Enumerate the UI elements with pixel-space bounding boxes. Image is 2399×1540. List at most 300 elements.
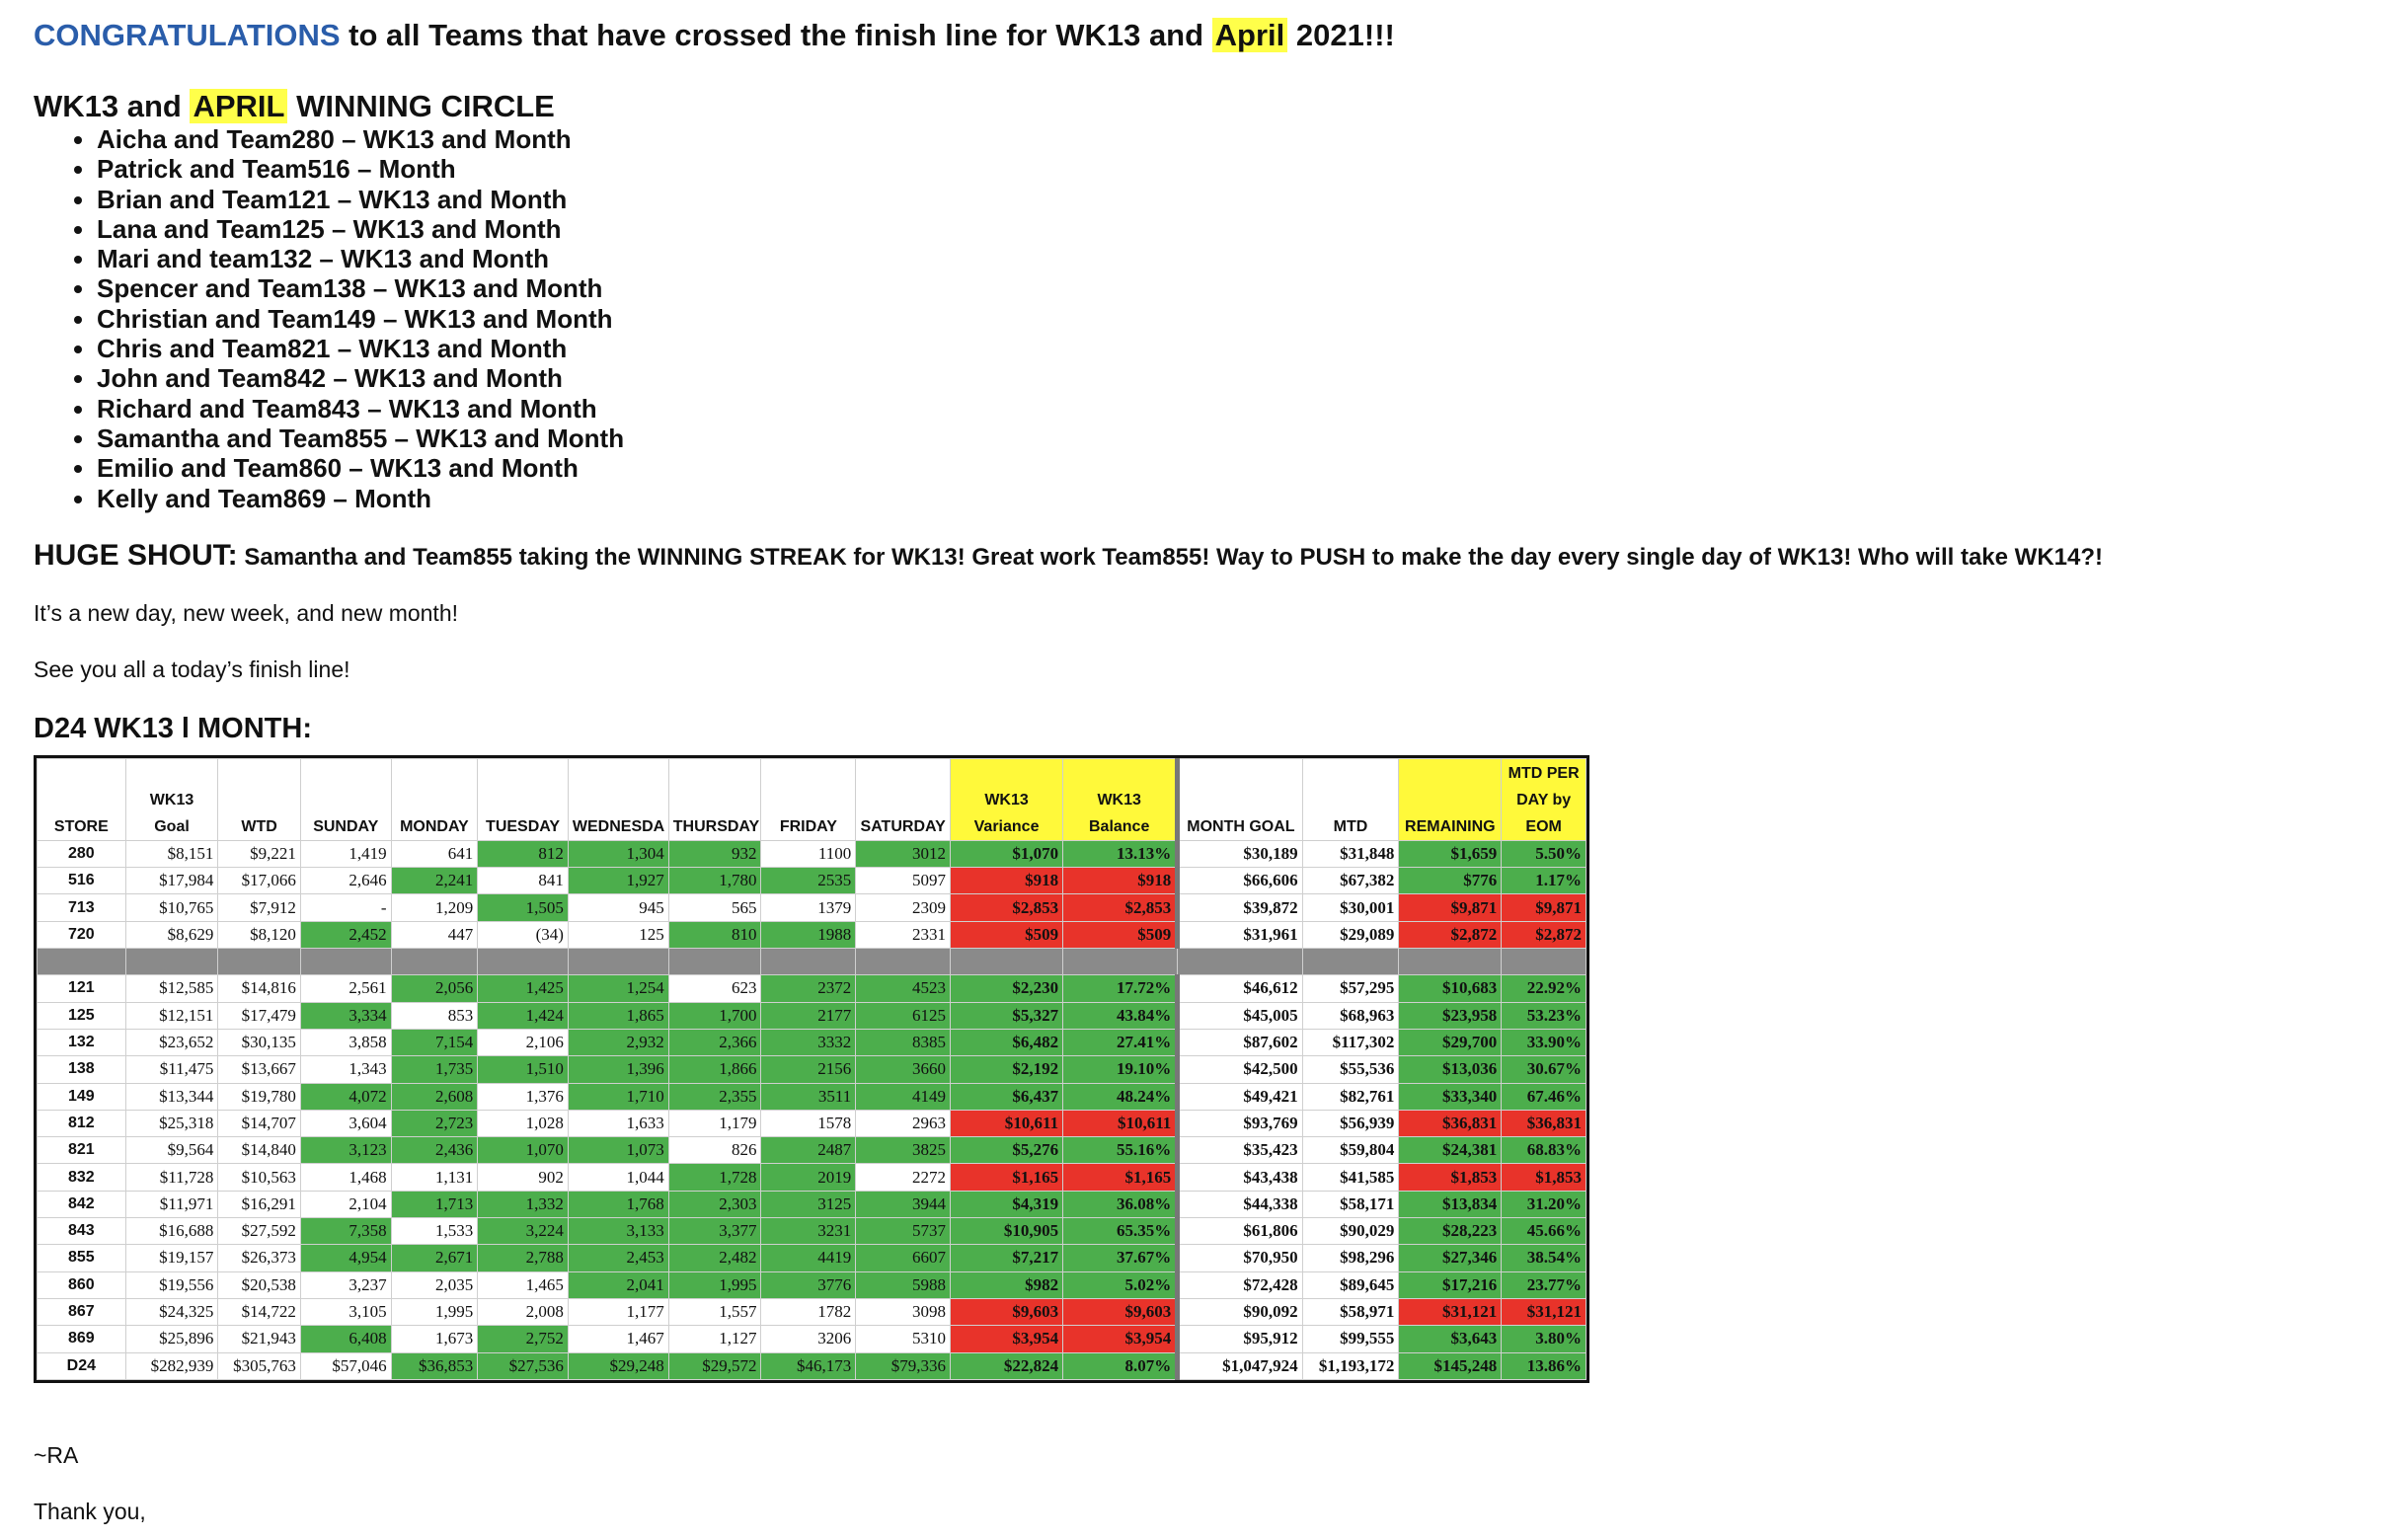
cell-sun: 3,858: [300, 1029, 391, 1055]
table-header: [38, 758, 1586, 840]
cell-bal: 8.07%: [1063, 1352, 1178, 1379]
cell-sun: 4,954: [300, 1245, 391, 1271]
cell-mtd: $31,848: [1302, 840, 1399, 867]
cell-goal: $12,151: [125, 1002, 218, 1029]
table-row: [38, 1164, 1586, 1191]
column-header: [1302, 758, 1399, 840]
cell-mtd: $68,963: [1302, 1002, 1399, 1029]
cell-mon: 641: [391, 840, 478, 867]
column-header-line: THURSDAY: [672, 817, 760, 835]
cell-mtd: $67,382: [1302, 868, 1399, 894]
cell-mtd: $56,939: [1302, 1110, 1399, 1136]
column-header-line: FRIDAY: [779, 817, 837, 835]
column-header: [568, 758, 668, 840]
winning-circle-title: [34, 89, 2383, 124]
winner-item: • John and Team842 – WK13 and Month: [97, 363, 2383, 393]
cell-thu: 3,377: [668, 1218, 761, 1245]
cell-sat: 5988: [856, 1271, 951, 1298]
cell-sun: 3,334: [300, 1002, 391, 1029]
cell-bal: $918: [1063, 868, 1178, 894]
cell-goal: $25,896: [125, 1326, 218, 1352]
cell-var: $509: [951, 921, 1063, 948]
column-header-line: STORE: [53, 817, 109, 835]
separator-cell: [668, 949, 761, 975]
column-header: [1399, 758, 1502, 840]
column-header-line: WEDNESDA: [572, 817, 665, 835]
column-header: [38, 758, 126, 840]
cell-wed: 1,467: [568, 1326, 668, 1352]
table-row: [38, 1083, 1586, 1110]
cell-mgoal: $70,950: [1178, 1245, 1302, 1271]
cell-rem: $3,643: [1399, 1326, 1502, 1352]
congrats-word: CONGRATULATIONS: [34, 18, 341, 52]
thanks-line: Thank you,: [34, 1498, 146, 1524]
cell-fri: 1100: [761, 840, 856, 867]
column-header: [300, 758, 391, 840]
cell-tue: 1,510: [478, 1056, 569, 1083]
cell-goal: $10,765: [125, 894, 218, 921]
cell-wed: 2,453: [568, 1245, 668, 1271]
cell-rem: $9,871: [1399, 894, 1502, 921]
cell-rem: $23,958: [1399, 1002, 1502, 1029]
cell-store: 138: [38, 1056, 126, 1083]
cell-tue: 841: [478, 868, 569, 894]
cell-tue: 1,505: [478, 894, 569, 921]
winner-item: • Patrick and Team516 – Month: [97, 154, 2383, 184]
cell-tue: 1,465: [478, 1271, 569, 1298]
cell-bal: 5.02%: [1063, 1271, 1178, 1298]
cell-store: 812: [38, 1110, 126, 1136]
huge-shout: [34, 539, 2383, 573]
column-header: [856, 758, 951, 840]
cell-bal: $9,603: [1063, 1298, 1178, 1325]
cell-goal: $19,157: [125, 1245, 218, 1271]
cell-sat: 5737: [856, 1218, 951, 1245]
cell-thu: 2,482: [668, 1245, 761, 1271]
cell-mon: 2,241: [391, 868, 478, 894]
cell-var: $5,327: [951, 1002, 1063, 1029]
cell-var: $1,165: [951, 1164, 1063, 1191]
cell-tue: (34): [478, 921, 569, 948]
cell-wtd: $20,538: [218, 1271, 301, 1298]
cell-fri: 2156: [761, 1056, 856, 1083]
cell-tue: 2,752: [478, 1326, 569, 1352]
cell-goal: $13,344: [125, 1083, 218, 1110]
cell-fri: 1578: [761, 1110, 856, 1136]
winner-item: • Aicha and Team280 – WK13 and Month: [97, 124, 2383, 154]
cell-per: 67.46%: [1502, 1083, 1586, 1110]
cell-goal: $12,585: [125, 975, 218, 1002]
cell-fri: 3231: [761, 1218, 856, 1245]
cell-fri: 2177: [761, 1002, 856, 1029]
column-header-line: SUNDAY: [313, 817, 379, 835]
cell-mon: 1,131: [391, 1164, 478, 1191]
cell-goal: $9,564: [125, 1137, 218, 1164]
cell-rem: $1,659: [1399, 840, 1502, 867]
cell-wed: 1,927: [568, 868, 668, 894]
cell-per: 30.67%: [1502, 1056, 1586, 1083]
cell-tue: 902: [478, 1164, 569, 1191]
cell-sun: 7,358: [300, 1218, 391, 1245]
cell-sun: -: [300, 894, 391, 921]
column-header-line: MTD: [1333, 817, 1368, 835]
cell-mon: 2,671: [391, 1245, 478, 1271]
cell-store: 867: [38, 1298, 126, 1325]
cell-thu: 1,866: [668, 1056, 761, 1083]
cell-bal: 43.84%: [1063, 1002, 1178, 1029]
cell-thu: $29,572: [668, 1352, 761, 1379]
cell-wed: 1,768: [568, 1191, 668, 1217]
cell-tue: 812: [478, 840, 569, 867]
cell-fri: 3206: [761, 1326, 856, 1352]
cell-wtd: $9,221: [218, 840, 301, 867]
cell-rem: $17,216: [1399, 1271, 1502, 1298]
cell-bal: 19.10%: [1063, 1056, 1178, 1083]
winning-circle-title-1: WK13 and: [34, 89, 191, 123]
cell-sun: 2,561: [300, 975, 391, 1002]
group-separator-row: [38, 949, 1586, 975]
cell-thu: 810: [668, 921, 761, 948]
table-body: [38, 840, 1586, 1379]
cell-mon: 1,713: [391, 1191, 478, 1217]
column-header: [391, 758, 478, 840]
cell-thu: 932: [668, 840, 761, 867]
cell-mtd: $117,302: [1302, 1029, 1399, 1055]
cell-var: $3,954: [951, 1326, 1063, 1352]
cell-thu: 565: [668, 894, 761, 921]
cell-thu: 826: [668, 1137, 761, 1164]
cell-mgoal: $43,438: [1178, 1164, 1302, 1191]
cell-sat: 3825: [856, 1137, 951, 1164]
cell-rem: $145,248: [1399, 1352, 1502, 1379]
cell-goal: $23,652: [125, 1029, 218, 1055]
cell-per: $9,871: [1502, 894, 1586, 921]
cell-mon: 853: [391, 1002, 478, 1029]
cell-sat: 2963: [856, 1110, 951, 1136]
cell-sat: 4149: [856, 1083, 951, 1110]
cell-mgoal: $30,189: [1178, 840, 1302, 867]
cell-per: 13.86%: [1502, 1352, 1586, 1379]
column-header: [218, 758, 301, 840]
cell-store: 516: [38, 868, 126, 894]
cell-mtd: $99,555: [1302, 1326, 1399, 1352]
cell-goal: $11,728: [125, 1164, 218, 1191]
winner-item: • Mari and team132 – WK13 and Month: [97, 244, 2383, 273]
cell-store: D24: [38, 1352, 126, 1379]
cell-mtd: $30,001: [1302, 894, 1399, 921]
cell-thu: 623: [668, 975, 761, 1002]
cell-rem: $28,223: [1399, 1218, 1502, 1245]
cell-mgoal: $95,912: [1178, 1326, 1302, 1352]
cell-thu: 1,728: [668, 1164, 761, 1191]
cell-sun: 1,468: [300, 1164, 391, 1191]
column-header-line: Goal: [154, 817, 190, 835]
table-row: [38, 1245, 1586, 1271]
cell-bal: $509: [1063, 921, 1178, 948]
table-row: [38, 1110, 1586, 1136]
cell-tue: 1,028: [478, 1110, 569, 1136]
cell-mgoal: $44,338: [1178, 1191, 1302, 1217]
cell-var: $9,603: [951, 1298, 1063, 1325]
table-row: [38, 1271, 1586, 1298]
column-header-line: DAY by: [1516, 791, 1572, 808]
cell-bal: 13.13%: [1063, 840, 1178, 867]
cell-goal: $25,318: [125, 1110, 218, 1136]
cell-mon: 1,673: [391, 1326, 478, 1352]
cell-sat: 3098: [856, 1298, 951, 1325]
cell-rem: $31,121: [1399, 1298, 1502, 1325]
cell-per: $36,831: [1502, 1110, 1586, 1136]
cell-rem: $776: [1399, 868, 1502, 894]
separator-cell: [568, 949, 668, 975]
cell-var: $4,319: [951, 1191, 1063, 1217]
cell-sun: 4,072: [300, 1083, 391, 1110]
cell-mgoal: $49,421: [1178, 1083, 1302, 1110]
cell-var: $7,217: [951, 1245, 1063, 1271]
winner-item: • Lana and Team125 – WK13 and Month: [97, 214, 2383, 244]
cell-mtd: $57,295: [1302, 975, 1399, 1002]
cell-wed: 1,254: [568, 975, 668, 1002]
cell-wed: 945: [568, 894, 668, 921]
cell-wtd: $17,066: [218, 868, 301, 894]
cell-mtd: $58,971: [1302, 1298, 1399, 1325]
cell-var: $2,853: [951, 894, 1063, 921]
cell-per: 3.80%: [1502, 1326, 1586, 1352]
cell-store: 842: [38, 1191, 126, 1217]
separator-cell: [125, 949, 218, 975]
cell-per: 23.77%: [1502, 1271, 1586, 1298]
table-row: [38, 840, 1586, 867]
cell-mtd: $98,296: [1302, 1245, 1399, 1271]
cell-wed: $29,248: [568, 1352, 668, 1379]
cell-mtd: $90,029: [1302, 1218, 1399, 1245]
winner-item: • Chris and Team821 – WK13 and Month: [97, 334, 2383, 363]
column-header-line: TUESDAY: [486, 817, 561, 835]
cell-wtd: $305,763: [218, 1352, 301, 1379]
cell-var: $1,070: [951, 840, 1063, 867]
cell-wtd: $19,780: [218, 1083, 301, 1110]
column-header-line: MTD PER: [1508, 764, 1580, 782]
cell-thu: 1,780: [668, 868, 761, 894]
cell-var: $982: [951, 1271, 1063, 1298]
cell-wed: 2,041: [568, 1271, 668, 1298]
cell-sat: 3660: [856, 1056, 951, 1083]
cell-per: $1,853: [1502, 1164, 1586, 1191]
cell-thu: 1,995: [668, 1271, 761, 1298]
cell-store: 149: [38, 1083, 126, 1110]
cell-mon: 1,533: [391, 1218, 478, 1245]
cell-wed: 1,396: [568, 1056, 668, 1083]
cell-store: 125: [38, 1002, 126, 1029]
table-row: [38, 868, 1586, 894]
sales-table: [37, 758, 1586, 1380]
cell-mon: $36,853: [391, 1352, 478, 1379]
congrats-text-2: 2021!!!: [1287, 18, 1395, 52]
cell-tue: 2,008: [478, 1298, 569, 1325]
separator-cell: [1399, 949, 1502, 975]
cell-sat: 8385: [856, 1029, 951, 1055]
table-row: [38, 1298, 1586, 1325]
cell-var: $2,192: [951, 1056, 1063, 1083]
cell-per: 53.23%: [1502, 1002, 1586, 1029]
cell-wed: 1,304: [568, 840, 668, 867]
shout-text: Samantha and Team855 taking the WINNING STREAK for WK13! Great work Team855! Way to PUSH to make the day every single day of WK13! Who will take WK14?!: [237, 543, 2103, 571]
separator-cell: [951, 949, 1063, 975]
cell-fri: 3776: [761, 1271, 856, 1298]
cell-fri: 2487: [761, 1137, 856, 1164]
cell-wed: 2,932: [568, 1029, 668, 1055]
column-header-line: EOM: [1525, 817, 1562, 835]
cell-sat: 5310: [856, 1326, 951, 1352]
winning-circle-title-2: WINNING CIRCLE: [287, 89, 555, 123]
cell-store: 280: [38, 840, 126, 867]
cell-store: 821: [38, 1137, 126, 1164]
cell-per: $2,872: [1502, 921, 1586, 948]
cell-bal: $3,954: [1063, 1326, 1178, 1352]
column-header: [1063, 758, 1178, 840]
winner-item: • Christian and Team149 – WK13 and Month: [97, 304, 2383, 334]
cell-mgoal: $66,606: [1178, 868, 1302, 894]
cell-wtd: $14,840: [218, 1137, 301, 1164]
cell-store: 843: [38, 1218, 126, 1245]
winner-item: • Richard and Team843 – WK13 and Month: [97, 394, 2383, 424]
cell-var: $5,276: [951, 1137, 1063, 1164]
separator-cell: [1063, 949, 1178, 975]
cell-wtd: $14,816: [218, 975, 301, 1002]
cell-wtd: $27,592: [218, 1218, 301, 1245]
cell-wtd: $8,120: [218, 921, 301, 948]
cell-mtd: $29,089: [1302, 921, 1399, 948]
cell-thu: 2,355: [668, 1083, 761, 1110]
winner-item: • Emilio and Team860 – WK13 and Month: [97, 453, 2383, 483]
cell-goal: $17,984: [125, 868, 218, 894]
cell-tue: 1,376: [478, 1083, 569, 1110]
cell-bal: 37.67%: [1063, 1245, 1178, 1271]
cell-rem: $1,853: [1399, 1164, 1502, 1191]
header-row: [38, 758, 1586, 840]
cell-thu: 1,700: [668, 1002, 761, 1029]
cell-rem: $36,831: [1399, 1110, 1502, 1136]
cell-store: 132: [38, 1029, 126, 1055]
cell-store: 860: [38, 1271, 126, 1298]
cell-mgoal: $72,428: [1178, 1271, 1302, 1298]
cell-bal: 65.35%: [1063, 1218, 1178, 1245]
cell-thu: 2,303: [668, 1191, 761, 1217]
cell-fri: 1379: [761, 894, 856, 921]
cell-rem: $10,683: [1399, 975, 1502, 1002]
column-header: [1502, 758, 1586, 840]
cell-mtd: $58,171: [1302, 1191, 1399, 1217]
separator-cell: [856, 949, 951, 975]
cell-var: $22,824: [951, 1352, 1063, 1379]
cell-per: $31,121: [1502, 1298, 1586, 1325]
cell-mon: 2,608: [391, 1083, 478, 1110]
cell-var: $6,437: [951, 1083, 1063, 1110]
cell-rem: $29,700: [1399, 1029, 1502, 1055]
separator-cell: [761, 949, 856, 975]
column-header: [125, 758, 218, 840]
column-header: [951, 758, 1063, 840]
cell-mtd: $59,804: [1302, 1137, 1399, 1164]
cell-fri: $46,173: [761, 1352, 856, 1379]
cell-wtd: $7,912: [218, 894, 301, 921]
cell-sat: 3944: [856, 1191, 951, 1217]
cell-per: 33.90%: [1502, 1029, 1586, 1055]
cell-mgoal: $61,806: [1178, 1218, 1302, 1245]
cell-tue: 2,788: [478, 1245, 569, 1271]
cell-mon: 2,436: [391, 1137, 478, 1164]
cell-mgoal: $42,500: [1178, 1056, 1302, 1083]
cell-mgoal: $90,092: [1178, 1298, 1302, 1325]
cell-wtd: $14,707: [218, 1110, 301, 1136]
cell-sat: 5097: [856, 868, 951, 894]
column-header-line: MONTH GOAL: [1187, 817, 1295, 835]
cell-wed: 1,073: [568, 1137, 668, 1164]
cell-wed: 3,133: [568, 1218, 668, 1245]
cell-thu: 2,366: [668, 1029, 761, 1055]
cell-sun: 3,123: [300, 1137, 391, 1164]
winner-item: • Spencer and Team138 – WK13 and Month: [97, 273, 2383, 303]
separator-cell: [218, 949, 301, 975]
cell-per: 38.54%: [1502, 1245, 1586, 1271]
column-header: [1178, 758, 1302, 840]
cell-var: $918: [951, 868, 1063, 894]
cell-var: $6,482: [951, 1029, 1063, 1055]
winner-item: • Samantha and Team855 – WK13 and Month: [97, 424, 2383, 453]
cell-goal: $282,939: [125, 1352, 218, 1379]
cell-thu: 1,179: [668, 1110, 761, 1136]
winner-item: • Kelly and Team869 – Month: [97, 484, 2383, 513]
cell-mgoal: $93,769: [1178, 1110, 1302, 1136]
cell-fri: 1782: [761, 1298, 856, 1325]
cell-sun: 3,604: [300, 1110, 391, 1136]
cell-fri: 2019: [761, 1164, 856, 1191]
cell-bal: 27.41%: [1063, 1029, 1178, 1055]
cell-per: 45.66%: [1502, 1218, 1586, 1245]
cell-mgoal: $35,423: [1178, 1137, 1302, 1164]
column-header: [478, 758, 569, 840]
cell-rem: $33,340: [1399, 1083, 1502, 1110]
cell-goal: $24,325: [125, 1298, 218, 1325]
cell-mon: 1,995: [391, 1298, 478, 1325]
email-body: [34, 18, 2383, 1525]
cell-sun: 2,104: [300, 1191, 391, 1217]
cell-sat: 2331: [856, 921, 951, 948]
separator-cell: [478, 949, 569, 975]
cell-wtd: $13,667: [218, 1056, 301, 1083]
cell-mtd: $82,761: [1302, 1083, 1399, 1110]
cell-goal: $8,629: [125, 921, 218, 948]
column-header-line: WK13: [149, 791, 194, 808]
cell-mgoal: $45,005: [1178, 1002, 1302, 1029]
table-row: [38, 1191, 1586, 1217]
cell-rem: $27,346: [1399, 1245, 1502, 1271]
separator-cell: [38, 949, 126, 975]
cell-store: 720: [38, 921, 126, 948]
cell-mtd: $89,645: [1302, 1271, 1399, 1298]
cell-fri: 1988: [761, 921, 856, 948]
cell-var: $2,230: [951, 975, 1063, 1002]
cell-fri: 2372: [761, 975, 856, 1002]
separator-cell: [300, 949, 391, 975]
table-row: [38, 975, 1586, 1002]
cell-per: 22.92%: [1502, 975, 1586, 1002]
cell-per: 68.83%: [1502, 1137, 1586, 1164]
cell-mon: 2,035: [391, 1271, 478, 1298]
cell-tue: $27,536: [478, 1352, 569, 1379]
congrats-line: [34, 18, 2383, 53]
cell-var: $10,611: [951, 1110, 1063, 1136]
